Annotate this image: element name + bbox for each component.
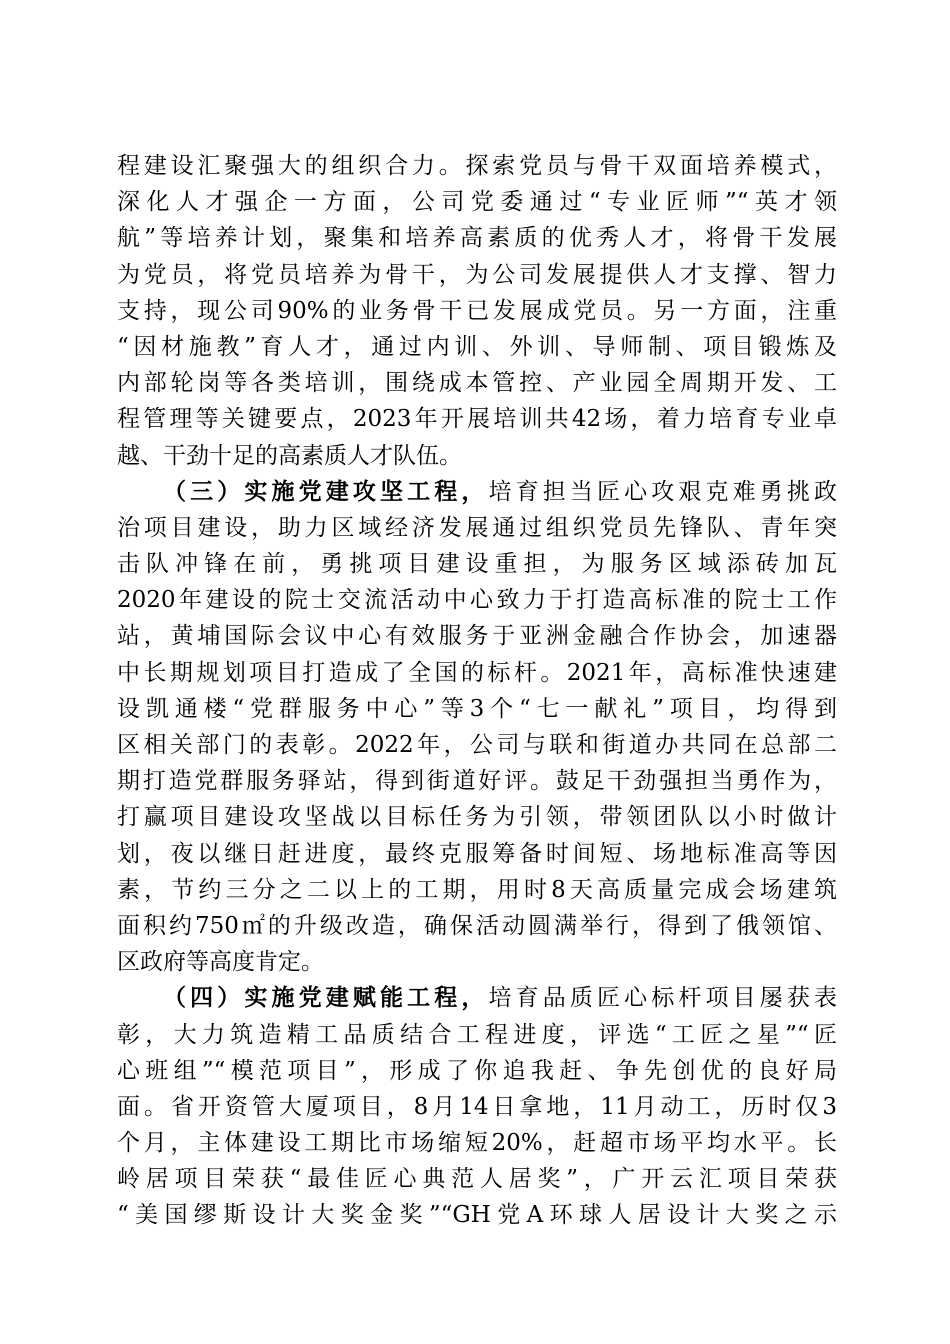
text-line: 面积约750㎡的升级改造，确保活动圆满举行，得到了俄领馆、 xyxy=(117,912,837,939)
text-line: 击队冲锋在前，勇挑项目建设重担，为服务区域添砖加瓦 xyxy=(117,551,837,578)
text-line: 彰，大力筑造精工品质结合工程进度，评选“工匠之星”“匠 xyxy=(117,1021,837,1048)
text-line: 划，夜以继日赶进度，最终克服筹备时间短、场地标准高等因 xyxy=(117,840,837,867)
text-line: 区政府等高度肯定。 xyxy=(117,949,324,976)
text-line-rest: 培育担当匠心攻艰克难勇挑政 xyxy=(488,478,837,505)
text-line: 区相关部门的表彰。2022年，公司与联和街道办共同在总部二 xyxy=(117,732,837,758)
paragraph-3-first-line xyxy=(117,474,837,510)
text-line: 深化人才强企一方面，公司党委通过“专业匠师”“英才领 xyxy=(117,189,837,216)
text-line: 2020年建设的院士交流活动中心致力于打造高标准的院士工作 xyxy=(117,587,837,614)
text-line: 程建设汇聚强大的组织合力。探索党员与骨干双面培养模式， xyxy=(117,153,837,179)
section-heading-4: （四）实施党建赋能工程， xyxy=(163,984,489,1012)
text-line: “因材施教”育人才，通过内训、外训、导师制、项目锻炼及 xyxy=(117,333,837,360)
text-line: 支持，现公司90%的业务骨干已发展成党员。另一方面，注重 xyxy=(117,297,837,324)
text-line: 程管理等关键要点，2023年开展培训共42场，着力培育专业卓 xyxy=(117,406,837,433)
text-line: 个月，主体建设工期比市场缩短20%，赶超市场平均水平。长 xyxy=(117,1130,837,1157)
text-line: 为党员，将党员培养为骨干，为公司发展提供人才支撑、智力 xyxy=(117,261,837,288)
text-line: 岭居项目荣获“最佳匠心典范人居奖”，广开云汇项目荣获 xyxy=(117,1166,837,1193)
text-line: 治项目建设，助力区域经济发展通过组织党员先锋队、青年突 xyxy=(117,514,837,541)
text-line-rest: 培育品质匠心标杆项目屡获表 xyxy=(488,985,837,1012)
text-line: 期打造党群服务驿站，得到街道好评。鼓足干劲强担当勇作为， xyxy=(117,768,837,795)
text-line: 面。省开资管大厦项目，8月14日拿地，11月动工，历时仅3 xyxy=(117,1093,837,1120)
text-line: 心班组”“模范项目”，形成了你追我赶、争先创优的良好局 xyxy=(117,1057,837,1084)
text-line: 站，黄埔国际会议中心有效服务于亚洲金融合作协会，加速器 xyxy=(117,623,837,650)
text-line: 设凯通楼“党群服务中心”等3个“七一献礼”项目，均得到 xyxy=(117,695,837,722)
body-text xyxy=(117,148,837,1234)
text-line: 中长期规划项目打造成了全国的标杆。2021年，高标准快速建 xyxy=(117,659,837,686)
section-heading-3: （三）实施党建攻坚工程， xyxy=(163,477,489,505)
text-line: 打赢项目建设攻坚战以目标任务为引领，带领团队以小时做计 xyxy=(117,804,837,831)
text-line: “美国缪斯设计大奖金奖”“GH党A环球人居设计大奖之示 xyxy=(117,1202,837,1229)
paragraph-4-first-line xyxy=(117,980,837,1016)
text-line: 航”等培养计划，聚集和培养高素质的优秀人才，将骨干发展 xyxy=(117,225,837,252)
text-line: 内部轮岗等各类培训，围绕成本管控、产业园全周期开发、工 xyxy=(117,370,837,397)
text-line: 越、干劲十足的高素质人才队伍。 xyxy=(117,442,462,469)
text-line: 素，节约三分之二以上的工期，用时8天高质量完成会场建筑 xyxy=(117,876,837,903)
